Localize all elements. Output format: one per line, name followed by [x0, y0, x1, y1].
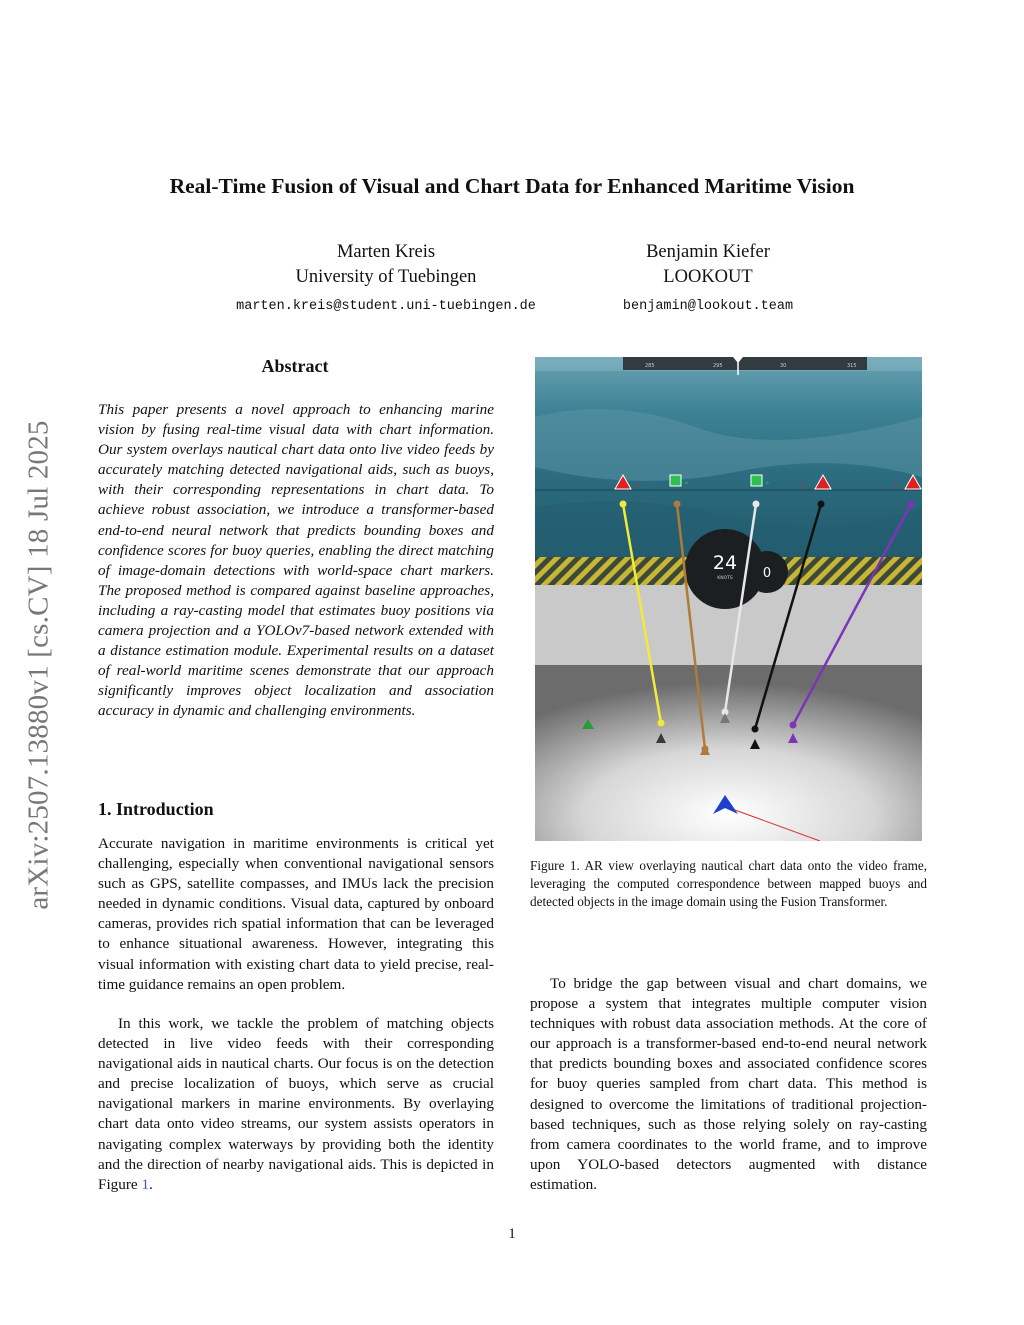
- arrow-glyph: »: [684, 479, 689, 487]
- green-buoy-marker: [751, 475, 762, 486]
- author-block-1: [230, 240, 542, 319]
- section-heading-introduction: 1. Introduction: [98, 799, 214, 819]
- ar-view-image: [535, 357, 922, 841]
- author-affiliation: LOOKOUT: [663, 267, 753, 287]
- association-endpoint: [620, 501, 627, 508]
- association-endpoint: [790, 722, 797, 729]
- author-name: Marten Kreis: [336, 242, 436, 262]
- author-name: Benjamin Kiefer: [646, 242, 770, 262]
- speed-unit: KNOTS: [717, 576, 733, 581]
- figure-caption: Figure 1. AR view overlaying nautical chart data onto the video frame, leveraging the computed correspondence between mapped buoys and detected objects in the image domain using the Fusion Transformer.: [530, 858, 927, 909]
- intro-paragraph-1: Accurate navigation in maritime environments is critical yet challenging, especially when conventional navigational sensors such as GPS, satellite compasses, and IMUs lack the precision needed in dynamic conditions. Visual data, captured by onboard cameras, provides rich spatial information that can be leveraged to enhance situational awareness. However, integrating this visual information with existing chart data to yield precise, real-time guidance remains an open problem.: [98, 835, 494, 993]
- compass-tick: 295: [713, 363, 723, 369]
- author-email[interactable]: benjamin@lookout.team: [622, 299, 794, 314]
- intro-paragraph-2: [98, 1014, 494, 1195]
- arxiv-sidebar-stamp: [16, 380, 62, 950]
- author-affiliation: University of Tuebingen: [295, 267, 477, 287]
- abstract-text: This paper presents a novel approach to enhancing marine vision by fusing real-time visual data with chart information. Our system overlays nautical chart data onto live video feeds by accurately matching detected navigational aids, such as buoys, with their corresponding representations in chart data. To achieve robust association, we introduce a transformer-based end-to-end neural network that predicts bounding boxes and confidence scores for buoy queries, enabling the direct matching of image-domain detections with world-space chart markers. The proposed method is compared against baseline approaches, including a ray-casting model that estimates buoy positions via camera projection and a YOLOv7-based network extended with a distance estimation module. Experimental results on a dataset of real-world maritime scenes demonstrate that our approach significantly improves object localization and association accuracy in dynamic and challenging environments.: [98, 401, 494, 720]
- speed-value: 24: [712, 552, 738, 574]
- right-column-paragraph: To bridge the gap between visual and chart domains, we propose a system that integrates multiple computer vision techniques with robust data association methods. At the core of our approach is a transformer-based end-to-end neural network that predicts bounding boxes and associated confidence scores for buoy queries sampled from chart data. This method is designed to overcome the limitations of traditional projection-based techniques, such as those relying solely on ray-casting from camera coordinates to the world frame, and to improve upon YOLO-based detectors augmented with distance estimation.: [530, 975, 927, 1193]
- arrow-glyph: »: [765, 479, 770, 487]
- association-endpoint: [658, 720, 665, 727]
- arrow-glyph: »: [637, 481, 642, 489]
- page-number: 1: [508, 1226, 516, 1242]
- intro-paragraph-2-text: In this work, we tackle the problem of matching objects detected in live video feeds with their corresponding navigational aids in nautical charts. Our focus is on the detection and precise localization of buoys, which serve as crucial navigational markers in marine environments. By overlaying chart data onto video streams, our system assists operators in navigating complex waterways by providing both the identity and the direction of nearby navigational aids. This is depicted in Figure: [98, 1015, 494, 1193]
- arrow-glyph: «: [893, 481, 898, 489]
- compass-tick: 285: [645, 363, 655, 369]
- paper-title: Real-Time Fusion of Visual and Chart Data for Enhanced Maritime Vision: [169, 174, 855, 198]
- arrow-glyph: «: [801, 481, 806, 489]
- secondary-gauge: [746, 551, 788, 593]
- arxiv-identifier: arXiv:2507.13880v1 [cs.CV] 18 Jul 2025: [22, 420, 55, 910]
- association-endpoint: [908, 501, 915, 508]
- figure-reference-link[interactable]: 1: [141, 1175, 150, 1193]
- association-endpoint: [818, 501, 825, 508]
- author-email[interactable]: marten.kreis@student.uni-tuebingen.de: [236, 299, 536, 314]
- author-block-2: [578, 240, 838, 319]
- figure-ar-view: [535, 357, 922, 841]
- association-endpoint: [753, 501, 760, 508]
- secondary-gauge-value: 0: [762, 566, 772, 581]
- green-buoy-marker: [670, 475, 681, 486]
- compass-tick: 30: [780, 363, 787, 369]
- abstract-heading: Abstract: [261, 356, 329, 376]
- association-endpoint: [674, 501, 681, 508]
- compass-tick: 315: [847, 363, 857, 369]
- intro-paragraph-2-end: .: [149, 1175, 153, 1193]
- association-endpoint: [752, 726, 759, 733]
